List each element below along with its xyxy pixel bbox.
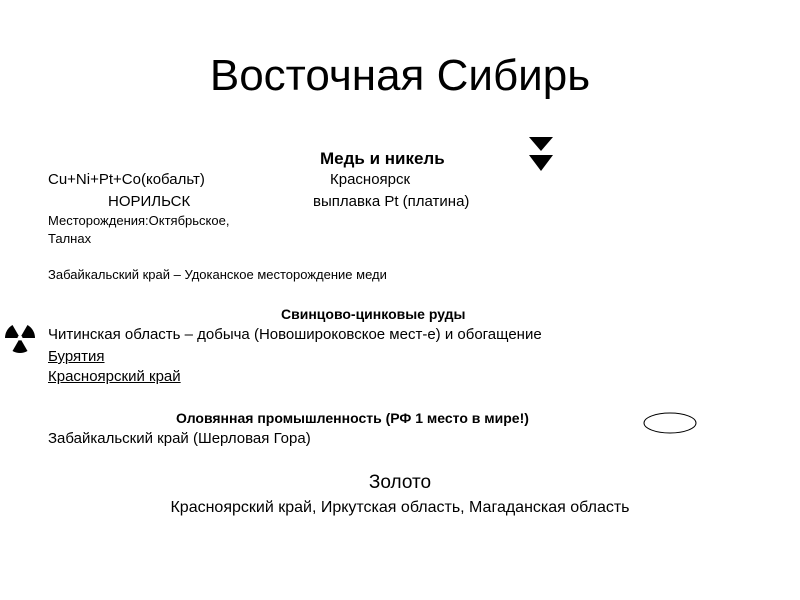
radiation-icon xyxy=(0,318,40,358)
gold-heading: Золото xyxy=(368,472,432,493)
down-triangles-icon xyxy=(526,134,556,174)
buryatia-link[interactable]: Бурятия xyxy=(48,348,105,365)
copper-nickel-heading: Медь и никель xyxy=(320,149,445,168)
sherlovaya-text: Забайкальский край (Шерловая Гора) xyxy=(48,430,311,447)
page-title: Восточная Сибирь xyxy=(209,51,591,100)
oval-icon xyxy=(640,410,700,436)
norilsk-text: НОРИЛЬСК xyxy=(108,193,191,210)
deposits-text-line2: Талнах xyxy=(48,231,92,246)
lead-zinc-heading: Свинцово-цинковые руды xyxy=(281,306,466,322)
deposits-text-line1: Месторождения:Октябрьское, xyxy=(48,213,230,228)
tin-heading: Оловянная промышленность (РФ 1 место в мире!) xyxy=(176,410,529,426)
smelting-text: выплавка Pt (платина) xyxy=(313,193,470,210)
krasnoyarsk-krai-link[interactable]: Красноярский край xyxy=(48,368,181,385)
gold-regions-text: Красноярский край, Иркутская область, Магаданская область xyxy=(170,499,630,516)
formula-text: Cu+Ni+Pt+Co(кобальт) xyxy=(48,171,205,188)
krasnoyarsk-text: Красноярск xyxy=(330,171,411,188)
zabaikalsky-copper-text: Забайкальский край – Удоканское месторождение меди xyxy=(48,267,387,282)
chita-text: Читинская область – добыча (Новошироковское мест-е) и обогащение xyxy=(48,326,542,343)
